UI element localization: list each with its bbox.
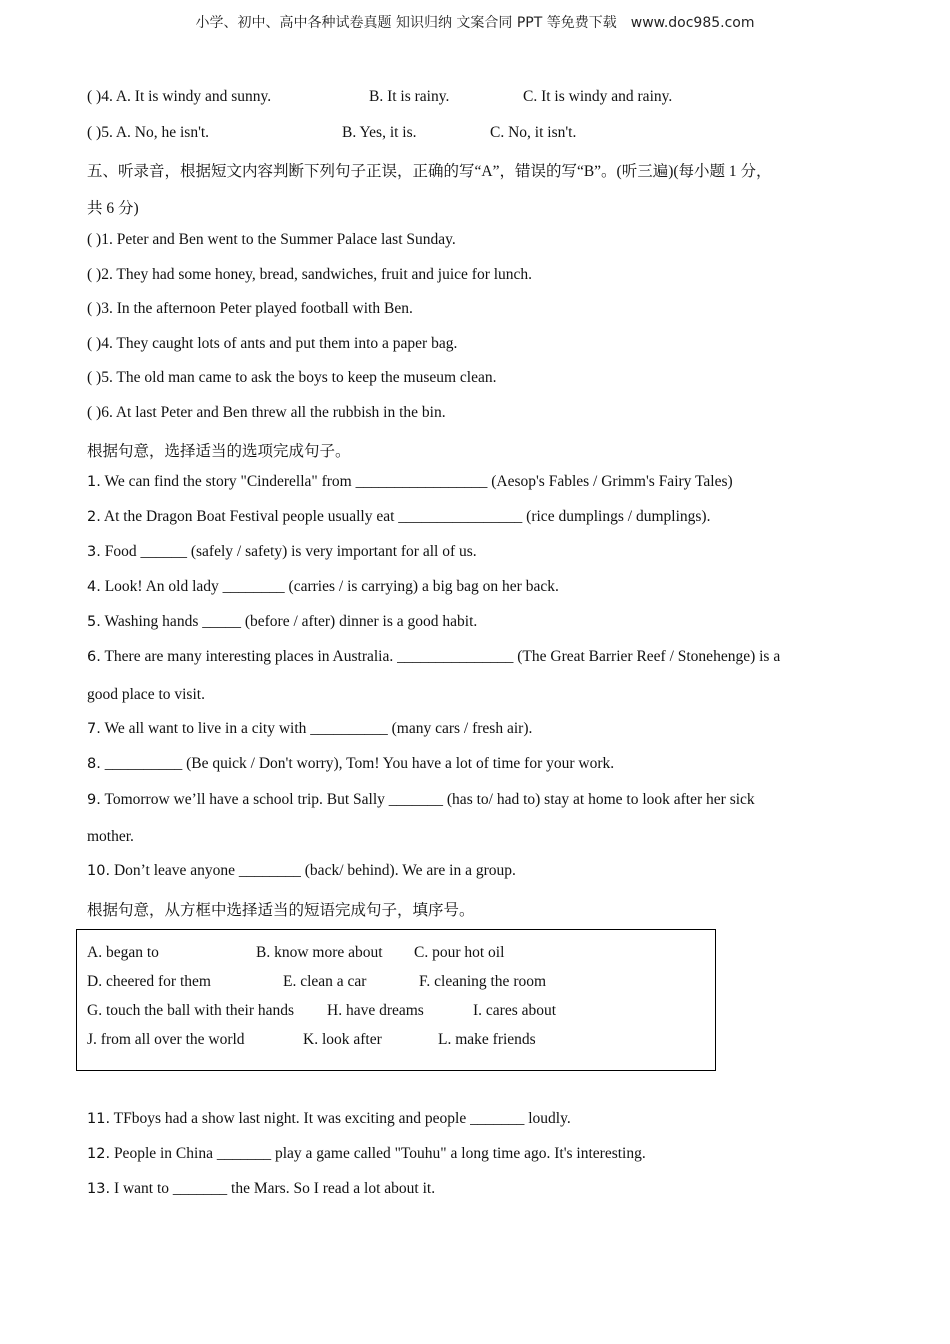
item-text: Don’t leave anyone ________ (back/ behind). We are in a group. [113,862,516,879]
choose-item [87,720,532,738]
choose-item [87,755,614,773]
phrase-option: B. know more about [256,944,383,961]
item-number: 8. [87,756,101,772]
judge-item: ( )4. They caught lots of ants and put them into a paper bag. [87,335,458,352]
item-number: 6. [87,649,101,665]
item-number: 12. [87,1146,111,1162]
item-continuation: mother. [87,828,134,845]
phrase-option: F. cleaning the room [419,973,547,990]
phrase-box [76,929,716,1071]
choose-item [87,613,477,631]
header-url[interactable]: www.doc985.com [630,15,755,31]
phrase-item [87,1180,435,1198]
option-b: B. It is rainy. [369,88,450,105]
item-number: 2. [87,509,101,525]
phrase-option: G. touch the ball with their hands [87,1002,295,1019]
item-text: At the Dragon Boat Festival people usually eat ________________ (rice dumplings / dumplings). [103,508,711,525]
phrase-option: L. make friends [438,1031,536,1048]
item-text: TFboys had a show last night. It was exciting and people _______ loudly. [113,1110,571,1127]
item-number: 4. [87,579,101,595]
phrase-option: K. look after [303,1031,382,1048]
item-text: We all want to live in a city with __________ (many cars / fresh air). [104,720,533,737]
option-c: C. No, it isn't. [490,124,577,141]
option-a: ( )4. A. It is windy and sunny. [87,88,272,105]
choose-item [87,473,733,491]
question-row [87,88,271,106]
item-text: There are many interesting places in Australia. _______________ (The Great Barrier Reef / Stonehenge) is a [104,648,781,665]
phrase-option: E. clean a car [283,973,367,990]
item-text: Washing hands _____ (before / after) dinner is a good habit. [104,613,478,630]
page-header [0,12,950,32]
choose-item [87,543,477,561]
phrase-item [87,1145,646,1163]
phrase-option: I. cares about [473,1002,557,1019]
phrase-option: H. have dreams [327,1002,424,1019]
section-title: 五、听录音，根据短文内容判断下列句子正误，正确的写“A”，错误的写“B”。(听三遍)(每小题 1 分， [87,163,772,180]
item-number: 11. [87,1111,111,1127]
item-text: Look! An old lady ________ (carries / is carrying) a big bag on her back. [104,578,559,595]
choose-item [87,648,780,666]
item-number: 9. [87,792,101,808]
choose-item [87,791,755,809]
judge-item: ( )2. They had some honey, bread, sandwiches, fruit and juice for lunch. [87,266,533,283]
judge-item: ( )3. In the afternoon Peter played football with Ben. [87,300,413,317]
item-text: People in China _______ play a game called "Touhu" a long time ago. It's interesting. [113,1145,646,1162]
item-number: 7. [87,721,101,737]
phrase-item [87,1110,571,1128]
option-a: ( )5. A. No, he isn't. [87,124,210,141]
phrase-option: D. cheered for them [87,973,211,990]
choose-item [87,862,516,880]
item-number: 3. [87,544,101,560]
header-text: 小学、初中、高中各种试卷真题 知识归纳 文案合同 PPT 等免费下载 [195,15,617,31]
item-number: 10. [87,863,111,879]
choose-item [87,578,559,596]
item-text: Food ______ (safely / safety) is very important for all of us. [104,543,477,560]
phrase-option: C. pour hot oil [414,944,505,961]
option-b: B. Yes, it is. [342,124,417,141]
item-continuation: good place to visit. [87,686,205,703]
item-text: We can find the story "Cinderella" from _________________ (Aesop's Fables / Grimm's Fairy Tales) [104,473,733,490]
judge-item: ( )6. At last Peter and Ben threw all the rubbish in the bin. [87,404,446,421]
judge-item: ( )1. Peter and Ben went to the Summer Palace last Sunday. [87,231,456,248]
section-title: 根据句意，选择适当的选项完成句子。 [87,443,351,460]
choose-item [87,508,710,526]
judge-item: ( )5. The old man came to ask the boys to keep the museum clean. [87,369,497,386]
section-title: 根据句意，从方框中选择适当的短语完成句子，填序号。 [87,902,475,919]
item-text: I want to _______ the Mars. So I read a lot about it. [113,1180,436,1197]
phrase-option: J. from all over the world [87,1031,245,1048]
phrase-option: A. began to [87,944,159,961]
item-number: 1. [87,474,101,490]
item-text: Tomorrow we’ll have a school trip. But Sally _______ (has to/ had to) stay at home to look after her sick [104,791,755,808]
item-text: __________ (Be quick / Don't worry), Tom! You have a lot of time for your work. [104,755,615,772]
question-row [87,124,209,142]
item-number: 5. [87,614,101,630]
section-title-cont: 共 6 分) [87,200,139,217]
option-c: C. It is windy and rainy. [523,88,673,105]
item-number: 13. [87,1181,111,1197]
